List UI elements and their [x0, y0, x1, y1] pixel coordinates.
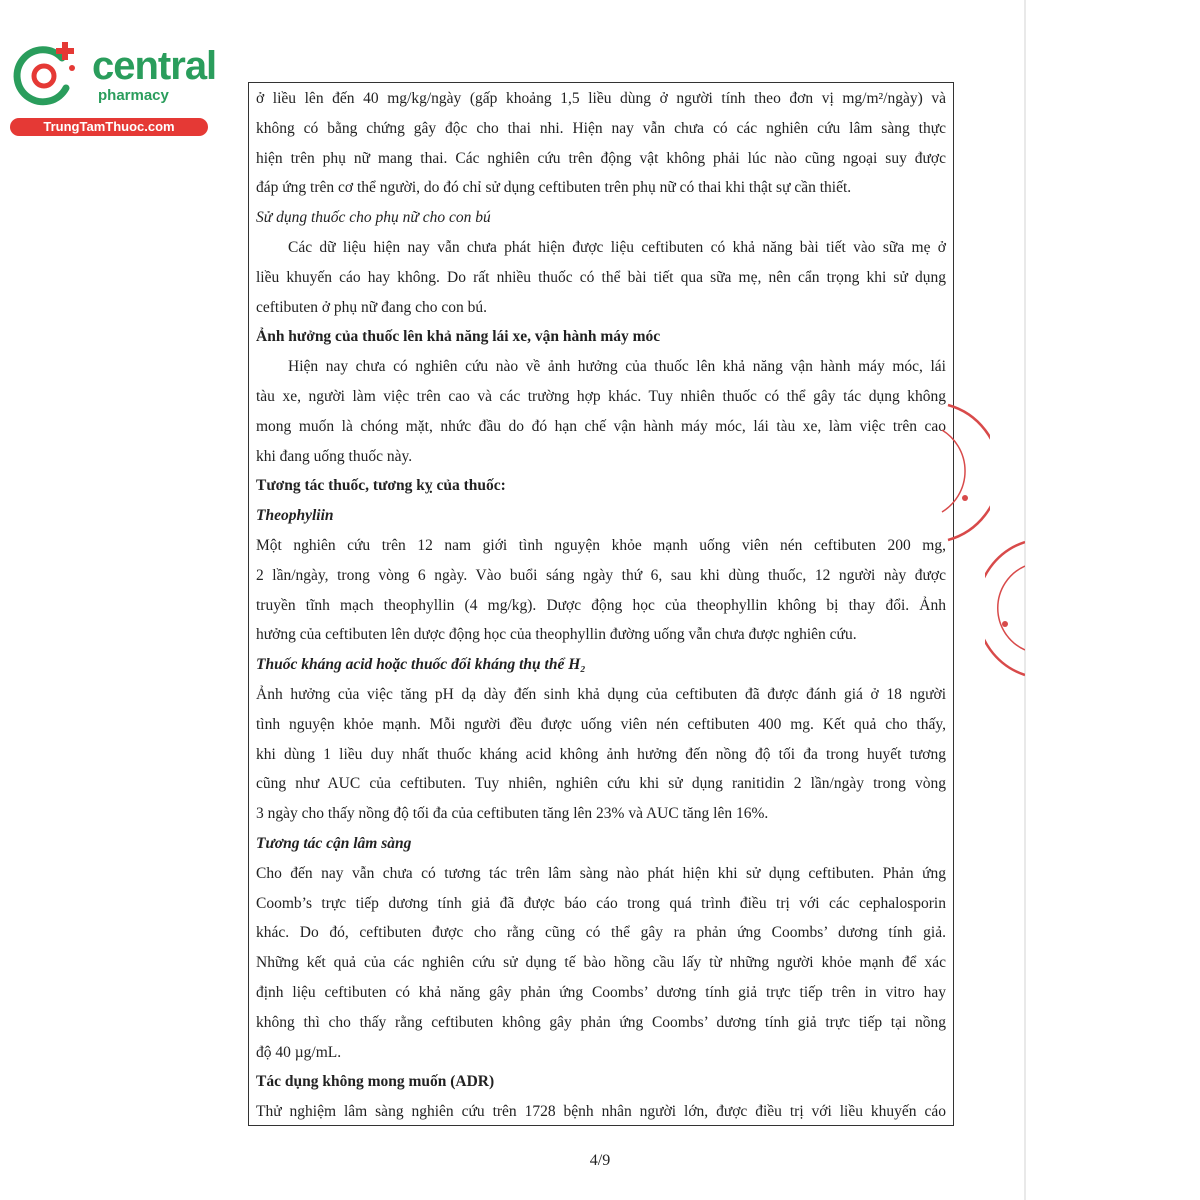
text-line: 3 ngày cho thấy nồng độ tối đa của ceftibuten tăng lên 23% và AUC tăng lên 16%. [256, 805, 769, 823]
text-line: ceftibuten ở phụ nữ đang cho con bú. [256, 298, 487, 316]
text-line: mong muốn là chóng mặt, nhức đầu do đó hạn chế vận hành máy móc, lái tàu xe, làm việc trên cao [256, 417, 946, 435]
text-line: Cho đến nay vẫn chưa có tương tác trên lâm sàng nào phát hiện khi sử dụng ceftibuten. Phản ứng [256, 864, 946, 882]
text-line: tàu xe, người làm việc trên cao và các trường hợp khác. Tuy nhiên thuốc có thể gây tác dụng không [256, 387, 946, 405]
text-line: không có bằng chứng gây độc cho thai nhi. Hiện nay vẫn chưa có các nghiên cứu lâm sàng thực [256, 119, 946, 137]
text-line: Theophyliin [256, 507, 334, 525]
text-line: tình nguyện khỏe mạnh. Mỗi người đều được uống viên nén ceftibuten 400 mg. Kết quả cho thấy, [256, 715, 946, 733]
text-line: Tương tác thuốc, tương kỵ của thuốc: [256, 477, 506, 495]
text-line: 2 lần/ngày, trong vòng 6 ngày. Vào buổi sáng ngày thứ 6, sau khi dùng thuốc, 12 người này được [256, 566, 946, 584]
text-line: khi đang uống thuốc này. [256, 447, 413, 465]
text-line: Những kết quả của các nghiên cứu sử dụng tế bào hồng cầu lấy từ những người khỏe mạnh để xác [256, 954, 946, 972]
text-line: khi dùng 1 liều duy nhất thuốc kháng acid không ảnh hưởng đến nồng độ tối đa trong huyết tương [256, 745, 946, 763]
text-line: truyền tĩnh mạch theophyllin (4 mg/kg). Dược động học của theophyllin không bị thay đổi. Ảnh [256, 596, 946, 614]
text-line: hưởng của ceftibuten lên dược động học của theophyllin đường uống vẫn chưa được nghiên cứu. [256, 626, 857, 644]
pharmacy-cross-icon [10, 38, 82, 110]
text-line: liều khuyến cáo hay không. Do rất nhiều thuốc có thể bài tiết qua sữa mẹ, nên cẩn trọng khi sử dụng [256, 268, 946, 286]
text-line: Một nghiên cứu trên 12 nam giới tình nguyện khỏe mạnh uống viên nén ceftibuten 200 mg, [256, 536, 946, 554]
text-line: khác. Do đó, ceftibuten được cho rằng cũng có thể gây ra phản ứng Coombs’ dương tính giả. [256, 924, 946, 942]
document-body [256, 84, 946, 1127]
text-line: Coomb’s trực tiếp dương tính giả đã được báo cáo trong quá trình điều trị với các cephalosporin [256, 894, 946, 912]
text-line: Thuốc kháng acid hoặc thuốc đối kháng thụ thể H₂ [256, 656, 586, 674]
logo-url-badge[interactable]: TrungTamThuoc.com [10, 118, 208, 136]
red-seal-stamp-upper [940, 400, 990, 550]
text-line: đáp ứng trên cơ thể người, do đó chỉ sử dụng ceftibuten trên phụ nữ có thai khi thật sự cần thiết. [256, 179, 852, 197]
text-line: Hiện nay chưa có nghiên cứu nào về ảnh hưởng của thuốc lên khả năng vận hành máy móc, lái [288, 358, 946, 376]
text-line: Thử nghiệm lâm sàng nghiên cứu trên 1728 bệnh nhân người lớn, được điều trị với liều khuyến cáo [256, 1103, 946, 1121]
text-line: Ảnh hưởng của việc tăng pH dạ dày đến sinh khả dụng của ceftibuten đã được đánh giá ở 18 người [256, 685, 946, 703]
logo-name: central [92, 44, 217, 88]
text-line: Tương tác cận lâm sàng [256, 834, 412, 852]
text-line: Các dữ liệu hiện nay vẫn chưa phát hiện được liệu ceftibuten có khả năng bài tiết vào sữa mẹ ở [288, 238, 946, 256]
red-seal-stamp-lower [985, 540, 1025, 680]
page-number: 4/9 [589, 1152, 611, 1169]
text-line: Ảnh hưởng của thuốc lên khả năng lái xe, vận hành máy móc [256, 328, 661, 346]
text-line: Sử dụng thuốc cho phụ nữ cho con bú [256, 209, 491, 227]
central-pharmacy-logo [10, 38, 215, 138]
text-line: độ 40 µg/mL. [256, 1043, 342, 1061]
text-line: cũng như AUC của ceftibuten. Tuy nhiên, nghiên cứu khi sử dụng ranitidin 2 lần/ngày trong vòng [256, 775, 946, 793]
text-line: Tác dụng không mong muốn (ADR) [256, 1073, 495, 1091]
text-line: ở liều lên đến 40 mg/kg/ngày (gấp khoảng 1,5 liều dùng ở người tính theo đơn vị mg/m²/ngày) và [256, 90, 946, 107]
logo-subtitle: pharmacy [98, 87, 169, 104]
text-line: hiện trên phụ nữ mang thai. Các nghiên cứu trên động vật không phải lúc nào cũng ngoại suy được [256, 149, 946, 167]
text-line: không thì cho thấy rằng ceftibuten không gây phản ứng Coombs’ dương tính giả trực tiếp tại nồng [256, 1013, 946, 1031]
text-line: định liệu ceftibuten có khả năng gây phản ứng Coombs’ dương tính giả trực tiếp trên in vitro hay [256, 983, 946, 1001]
